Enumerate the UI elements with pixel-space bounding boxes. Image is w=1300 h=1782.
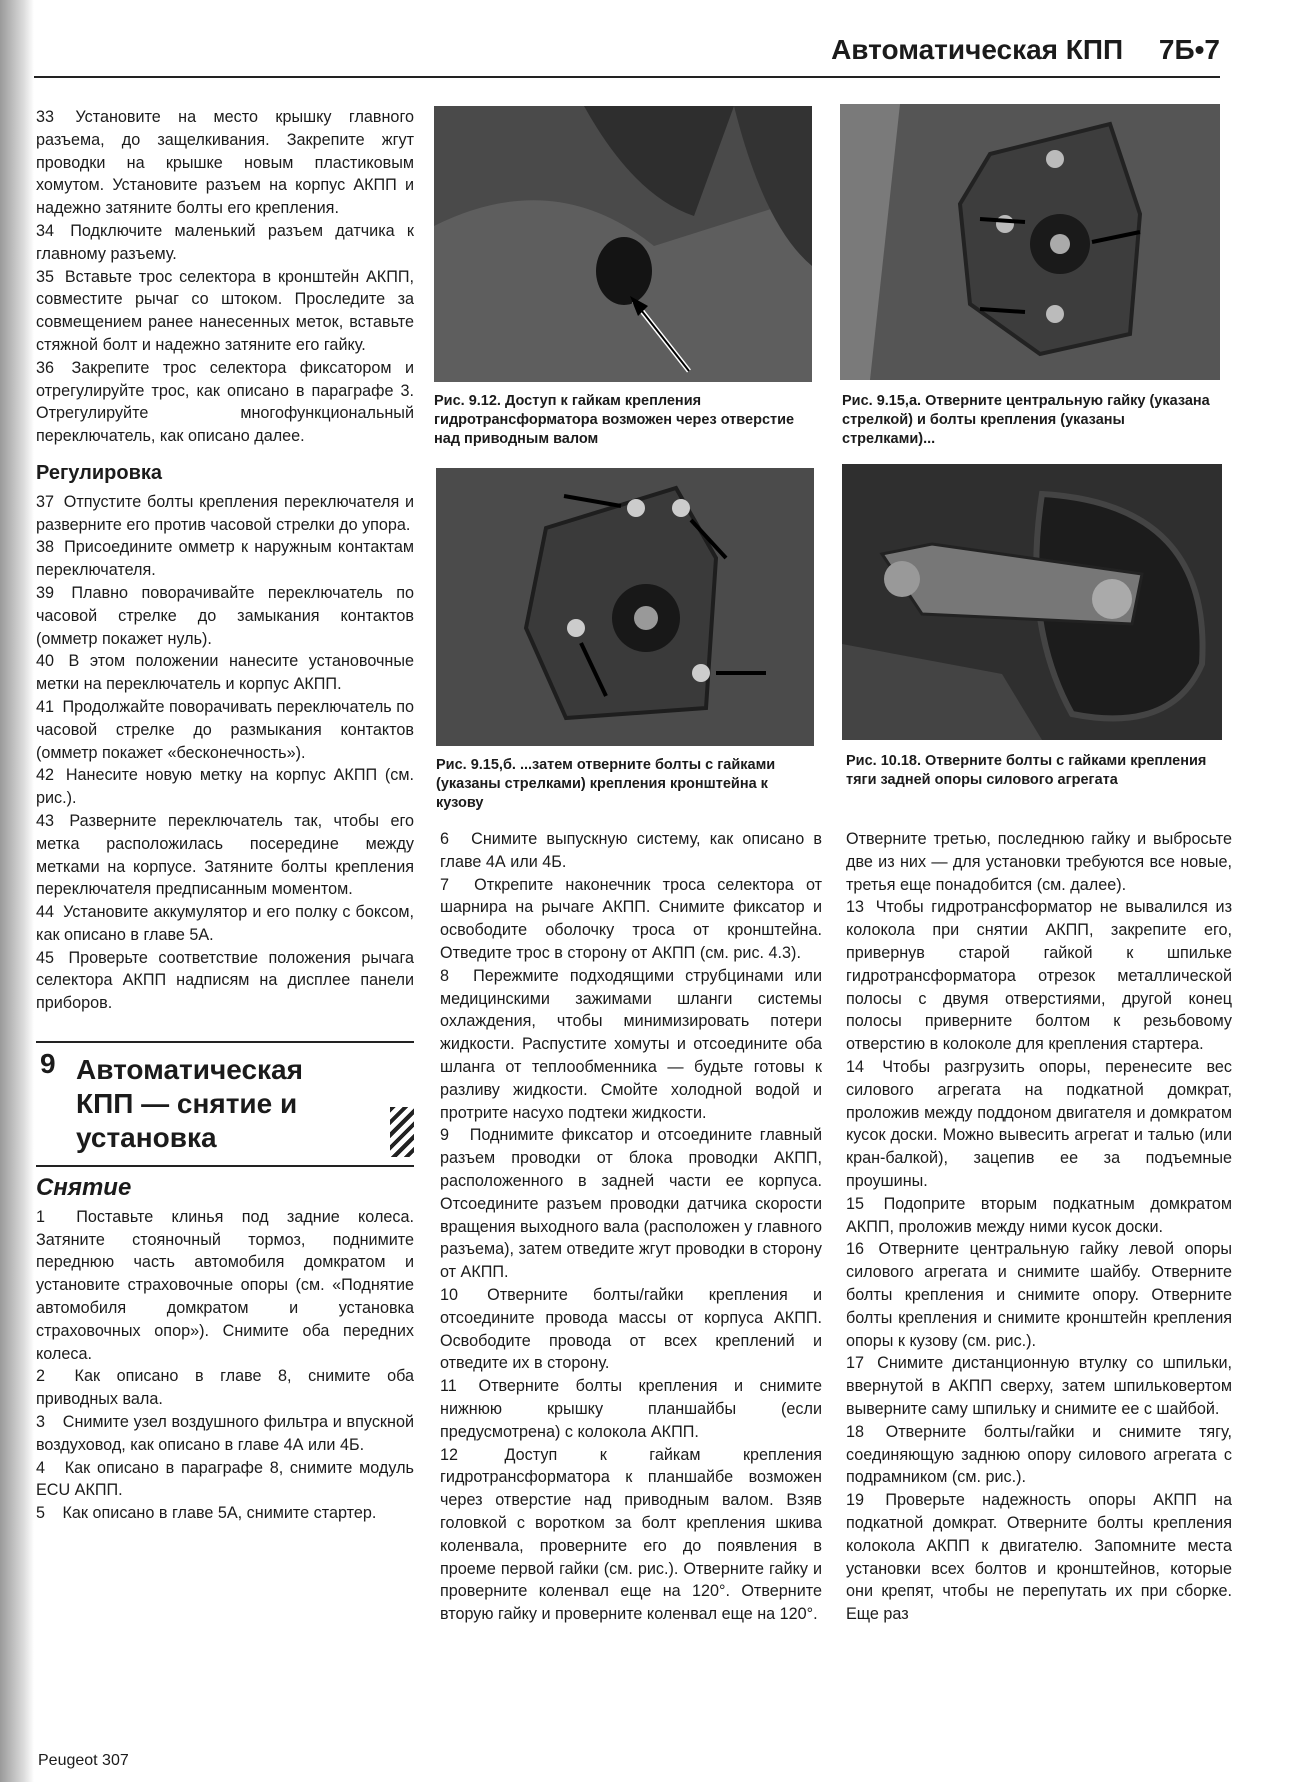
paragraph-number: 9	[440, 1126, 450, 1145]
photo-fig-9-15a	[840, 104, 1220, 380]
page-header	[831, 34, 1220, 66]
paragraph-text: Отверните болты/гайки крепления и отсоедините провода массы от корпуса АКПП. Освободите провода от всех креплений и отведите их в сторону.	[440, 1285, 823, 1373]
paragraph-number: 3	[36, 1413, 46, 1432]
paragraph-number: 10	[440, 1285, 459, 1304]
paragraph-number: 17	[846, 1354, 865, 1373]
paragraph-text: Подоприте вторым подкатным домкратом АКПП, проложив между ними кусок доски.	[846, 1194, 1232, 1236]
paragraph-text: Присоедините омметр к наружным контактам переключателя.	[36, 538, 414, 580]
paragraph	[36, 901, 414, 947]
paragraph-number: 5	[36, 1504, 46, 1523]
subhead-adjustment: Регулировка	[36, 461, 163, 484]
photo-fig-9-15b	[436, 468, 814, 746]
paragraph	[36, 650, 414, 696]
paragraph	[846, 1421, 1232, 1489]
paragraph	[36, 1502, 414, 1525]
paragraph-text: Установите на место крышку главного разъема, до защелкивания. Закрепите жгут проводки на крышке новым пластиковым хомутом. Установите разъем на корпус АКПП и надежно затяните болты его крепления.	[36, 108, 414, 218]
page-number: 7Б•7	[1158, 34, 1220, 65]
subhead-removal: Снятие	[36, 1174, 132, 1202]
paragraph-text: Как описано в параграфе 8, снимите модуль ECU АКПП.	[36, 1458, 414, 1500]
paragraph-text: В этом положении нанесите установочные метки на переключатель и корпус АКПП.	[36, 652, 414, 694]
paragraph	[36, 106, 414, 220]
paragraph-number: 37	[36, 492, 55, 511]
paragraph-text: Закрепите трос селектора фиксатором и отрегулируйте трос, как описано в параграфе 3. Отрегулируйте многофункциональный переключатель, как описано далее.	[36, 358, 415, 446]
paragraph-text: Отверните болты крепления и снимите нижнюю крышку планшайбы (если предусмотрена) с колокола АКПП.	[440, 1377, 823, 1441]
paragraph-number: 39	[36, 583, 55, 602]
paragraph-text: Поднимите фиксатор и отсоедините главный разъем проводки от блока проводки АКПП, расположенного в задней части ее корпуса. Отсоедините разъем проводки датчика скорости вращения выходного вала (расположен у главного разъема), затем отведите жгут проводки в сторону от АКПП.	[440, 1126, 822, 1282]
paragraph-text: Как описано в главе 5А, снимите стартер.	[62, 1504, 377, 1523]
paragraph-text: Пережмите подходящими струбцинами или медицинскими зажимами шланги системы охлаждения, чтобы минимизировать потери жидкости. Распустите хомуты и отсоедините оба шланга от теплообменника — будьте готовы к разливу жидкости. Смойте холодной водой и протрите насухо подтеки жидкости.	[440, 966, 822, 1122]
paragraph-text: Проверьте надежность опоры АКПП на подкатной домкрат. Отверните болты крепления колокола АКПП к двигателю. Запомните места установки всех болтов и кронштейнов, которые они крепят, чтобы не перепутать их при сборке. Еще раз	[846, 1491, 1232, 1624]
paragraph-number: 34	[36, 221, 55, 240]
caption-fig-9-12: Рис. 9.12. Доступ к гайкам крепления гидротрансформатора возможен через отверстие над приводным валом	[434, 393, 795, 447]
paragraph-number: 6	[440, 830, 450, 848]
paragraph-text: Поставьте клинья под задние колеса. Затяните стояночный тормоз, поднимите переднюю часть автомобиля домкратом и установите страховочные опоры (см. «Поднятие автомобиля домкратом и установка страховочных опор»). Снимите оба передних колеса.	[36, 1207, 414, 1363]
page-binding-shadow	[0, 0, 34, 1782]
paragraph-text: Проверьте соответствие положения рычага селектора АКПП надписям на дисплее панели приборов.	[36, 948, 414, 1013]
column-left	[36, 106, 414, 1525]
paragraph	[36, 810, 414, 901]
paragraph	[440, 874, 822, 965]
paragraph-number: 8	[440, 966, 450, 985]
paragraph-text: Продолжайте поворачивать переключатель по часовой стрелке до размыкания контактов (омметр покажет «бесконечность»).	[36, 697, 415, 762]
paragraph	[846, 828, 1232, 896]
page-footer: Peugeot 307	[38, 1752, 129, 1769]
paragraph-number: 42	[36, 766, 55, 785]
paragraph	[36, 1457, 414, 1503]
paragraph-number: 2	[36, 1367, 46, 1386]
paragraphs-removal	[36, 1206, 414, 1525]
paragraph	[36, 220, 414, 266]
paragraph-number: 16	[846, 1240, 865, 1259]
paragraph	[36, 1206, 414, 1366]
paragraph-text: Отверните третью, последнюю гайку и выбросьте две из них — для установки требуются все новые, третья еще понадобится (см. далее).	[846, 830, 1232, 894]
paragraph	[36, 764, 414, 810]
paragraph	[846, 896, 1232, 1056]
paragraph-text: Подключите маленький разъем датчика к главному разъему.	[36, 221, 414, 263]
paragraph-text: Разверните переключатель так, чтобы его метка расположилась посередине между метками на корпусе. Затяните болты крепления переключателя предписанным моментом.	[36, 811, 415, 899]
paragraph-number: 40	[36, 652, 55, 671]
photo-fig-10-18	[842, 464, 1222, 740]
paragraph-text: Отверните центральную гайку левой опоры силового агрегата и снимите шайбу. Отверните болты крепления и снимите опору. Отверните болты крепления и снимите кронштейн крепления опоры к кузову (см. рис.).	[846, 1240, 1232, 1350]
paragraph-text: Чтобы гидротрансформатор не вывалился из колокола при снятии АКПП, закрепите его, привернув старой гайкой к шпильке гидротрансформатора отрезок металлической полосы с двумя отверстиями, другой конец полосы приверните болтом к резьбовому отверстию в колоколе для крепления стартера.	[846, 898, 1233, 1054]
paragraph-text: Открепите наконечник троса селектора от шарнира на рычаге АКПП. Снимите фиксатор и освободите оболочку троса от кронштейна. Отведите трос в сторону от АКПП (см. рис. 4.3).	[440, 875, 823, 962]
paragraph-number: 13	[846, 898, 865, 917]
section-number: 9	[40, 1048, 56, 1080]
paragraph-number: 7	[440, 875, 450, 894]
paragraph	[846, 1056, 1232, 1193]
paragraph-number: 44	[36, 903, 55, 922]
paragraph	[36, 696, 414, 764]
paragraph	[440, 1284, 822, 1375]
paragraph-number: 36	[36, 358, 55, 377]
paragraph	[36, 266, 414, 357]
paragraph-text: Чтобы разгрузить опоры, перенесите вес силового агрегата на подкатной домкрат, проложив между поддоном двигателя и домкратом кусок доски. Можно вывесить агрегат и талью (или кран-балкой), зацепив ее за подъемные проушины.	[846, 1057, 1233, 1190]
paragraph-text: Отверните болты/гайки и снимите тягу, соединяющую заднюю опору силового агрегата с подрамником (см. рис.).	[846, 1422, 1233, 1487]
paragraph-text: Снимите узел воздушного фильтра и впускной воздуховод, как описано в главе 4А или 4Б.	[36, 1413, 414, 1454]
header-title: Автоматическая КПП	[831, 34, 1124, 65]
paragraph	[846, 1193, 1232, 1239]
paragraph	[846, 1238, 1232, 1352]
paragraph	[846, 1352, 1232, 1420]
paragraphs-adjustment	[36, 491, 414, 1015]
paragraph-text: Как описано в главе 8, снимите оба приводных вала.	[36, 1367, 414, 1409]
paragraph-number: 43	[36, 811, 55, 830]
paragraph	[36, 947, 414, 1015]
paragraph-number: 18	[846, 1422, 865, 1441]
paragraph-number: 38	[36, 538, 55, 557]
paragraph	[36, 357, 414, 448]
section-heading	[36, 1041, 414, 1167]
paragraph-number: 4	[36, 1458, 46, 1477]
paragraph-number: 45	[36, 948, 55, 967]
paragraph	[36, 1365, 414, 1411]
caption-fig-9-15b: Рис. 9.15,б. ...затем отверните болты с гайками (указаны стрелками) крепления кронштейна к кузову	[436, 757, 776, 811]
paragraph-number: 11	[440, 1377, 457, 1396]
caption-fig-10-18: Рис. 10.18. Отверните болты с гайками крепления тяги задней опоры силового агрегата	[846, 753, 1207, 788]
paragraph-text: Снимите дистанционную втулку со шпильки, ввернутой в АКПП сверху, затем шпильковертом выверните саму шпильку и снимите ее с шайбой.	[846, 1354, 1232, 1418]
paragraph-text: Плавно поворачивайте переключатель по часовой стрелке до замыкания контактов (омметр покажет нуль).	[36, 583, 414, 648]
paragraph-number: 19	[846, 1491, 865, 1510]
section-title: Автоматическая КПП — снятие и установка	[76, 1054, 303, 1154]
paragraph-number: 1	[36, 1207, 46, 1226]
paragraph-text: Отпустите болты крепления переключателя и разверните его против часовой стрелки до упора.	[36, 492, 415, 534]
section-stripe-icon	[390, 1107, 414, 1157]
paragraph	[440, 1444, 822, 1626]
paragraph-text: Установите аккумулятор и его полку с боксом, как описано в главе 5А.	[36, 903, 414, 944]
paragraph	[36, 491, 414, 537]
paragraph-text: Нанесите новую метку на корпус АКПП (см. рис.).	[36, 766, 414, 808]
paragraphs-install	[36, 106, 414, 448]
paragraph-number: 35	[36, 267, 55, 286]
paragraph-number: 14	[846, 1057, 865, 1076]
paragraph	[36, 536, 414, 582]
paragraph-text: Доступ к гайкам крепления гидротрансформатора к планшайбе возможен через отверстие над приводным валом. Взяв головкой с воротком за болт крепления шкива коленвала, проверните его до появления в проеме первой гайки (см. рис.). Отверните гайку и проверните коленвал еще на 120°. Отверните вторую гайку и проверните коленвал еще на 120°.	[440, 1445, 823, 1624]
paragraph-number: 15	[846, 1194, 865, 1213]
paragraph	[440, 965, 822, 1125]
header-rule	[34, 76, 1220, 78]
paragraph	[440, 1124, 822, 1284]
paragraph	[440, 828, 822, 874]
paragraph-number: 12	[440, 1445, 459, 1464]
column-right	[846, 828, 1232, 1626]
paragraph	[846, 1489, 1232, 1626]
paragraph	[36, 582, 414, 650]
column-middle	[440, 828, 822, 1626]
paragraph-number: 41	[36, 697, 55, 716]
photo-fig-9-12	[434, 106, 812, 382]
caption-fig-9-15a: Рис. 9.15,а. Отверните центральную гайку (указана стрелкой) и болты крепления (указаны стрелками)...	[842, 393, 1210, 447]
paragraph-number: 33	[36, 108, 55, 126]
paragraph	[440, 1375, 822, 1443]
paragraph	[36, 1411, 414, 1457]
paragraph-text: Снимите выпускную систему, как описано в главе 4А или 4Б.	[440, 830, 822, 871]
paragraph-text: Вставьте трос селектора в кронштейн АКПП, совместите рычаг со штоком. Проследите за совмещением ранее нанесенных меток, вставьте стяжной болт и надежно затяните его гайку.	[36, 267, 414, 354]
